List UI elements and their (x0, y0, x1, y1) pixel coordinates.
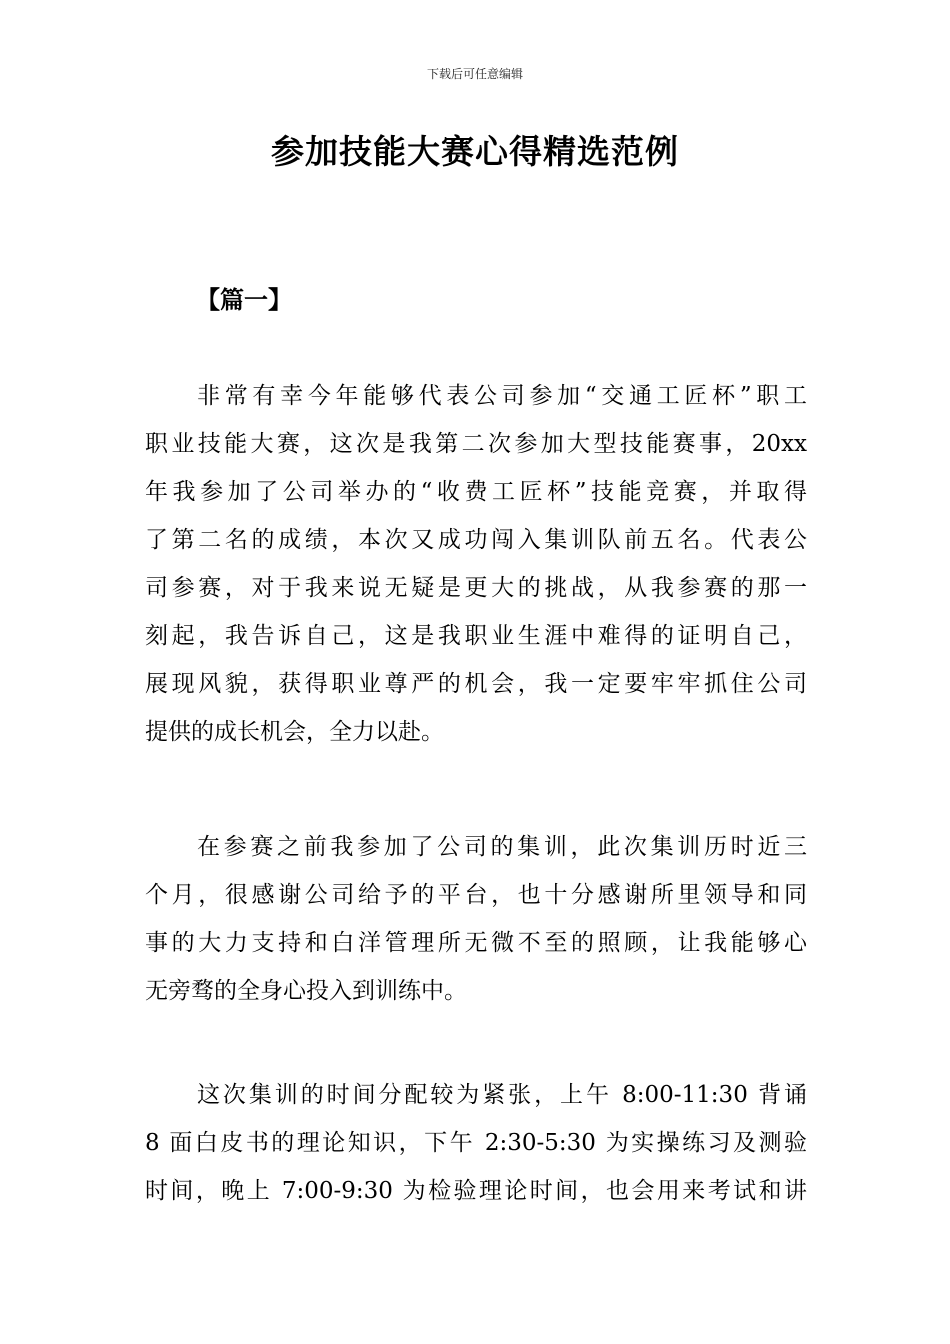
paragraph-line: 8 面白皮书的理论知识，下午 2:30-5:30 为实操练习及测验 (145, 1130, 807, 1156)
header-note: 下载后可任意编辑 (426, 67, 523, 81)
paragraph-line: 在参赛之前我参加了公司的集训，此次集训历时近三 (197, 834, 807, 860)
paragraph-line: 这次集训的时间分配较为紧张，上午 8:00-11:30 背诵 (197, 1082, 807, 1108)
paragraph-line: 展现风貌，获得职业尊严的机会，我一定要牢牢抓住公司 (145, 671, 807, 697)
paragraph-line: 非常有幸今年能够代表公司参加“交通工匠杯”职工 (197, 383, 807, 409)
paragraph-1 (145, 372, 807, 756)
paragraph-line: 无旁骛的全身心投入到训练中。 (145, 978, 467, 1004)
document-title: 参加技能大赛心得精选范例 (271, 132, 679, 171)
paragraph-2 (145, 823, 807, 1015)
paragraph-3 (145, 1071, 807, 1215)
paragraph-line: 司参赛，对于我来说无疑是更大的挑战，从我参赛的那一 (145, 575, 807, 601)
paragraph-line: 时间，晚上 7:00-9:30 为检验理论时间，也会用来考试和讲 (145, 1178, 807, 1204)
paragraph-line: 个月，很感谢公司给予的平台，也十分感谢所里领导和同 (145, 882, 807, 908)
section-label: 【篇一】 (196, 285, 292, 314)
paragraph-line: 职业技能大赛，这次是我第二次参加大型技能赛事，20xx (145, 431, 807, 457)
paragraph-line: 提供的成长机会，全力以赴。 (145, 719, 444, 745)
paragraph-line: 年我参加了公司举办的“收费工匠杯”技能竞赛，并取得 (145, 479, 807, 505)
paragraph-line: 了第二名的成绩，本次又成功闯入集训队前五名。代表公 (145, 527, 807, 553)
paragraph-line: 事的大力支持和白洋管理所无微不至的照顾，让我能够心 (145, 930, 807, 956)
paragraph-line: 刻起，我告诉自己，这是我职业生涯中难得的证明自己， (145, 623, 807, 649)
